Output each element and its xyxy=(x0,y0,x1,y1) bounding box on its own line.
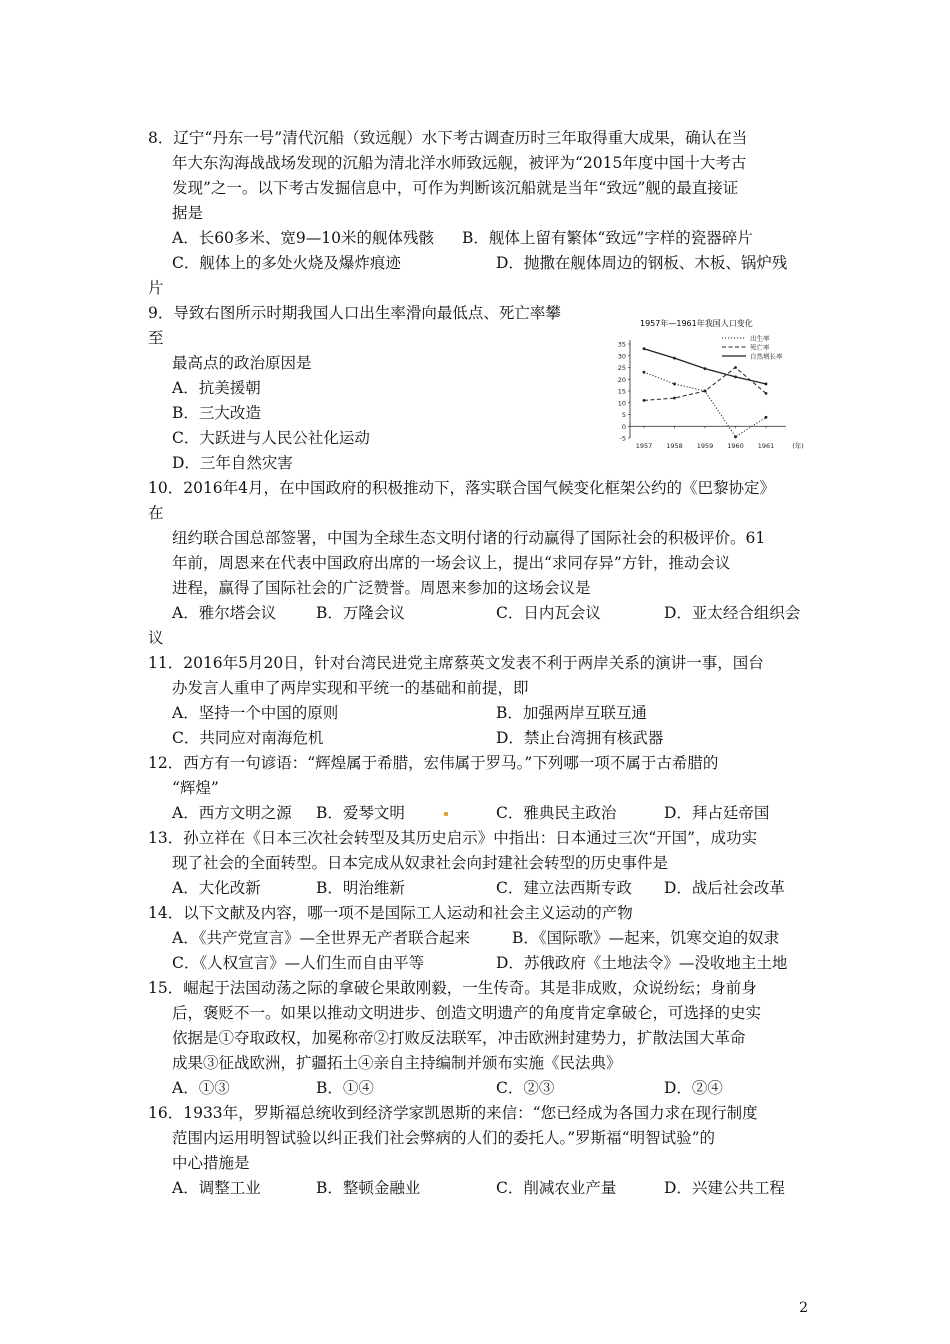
q9-line2: 最高点的政治原因是 xyxy=(172,354,312,372)
q8-option-a: A．长60多米、宽9—10米的舰体残骸 xyxy=(172,229,435,247)
q15-option-d: D．②④ xyxy=(664,1079,723,1097)
x-tick-label: 1958 xyxy=(666,442,683,450)
y-tick-label: 20 xyxy=(617,375,626,384)
q15-option-a: A．①③ xyxy=(172,1079,230,1097)
q13-option-b: B．明治维新 xyxy=(316,879,405,897)
x-tick-label: 1960 xyxy=(727,442,744,450)
q8-line4: 据是 xyxy=(172,204,204,222)
chart-legend xyxy=(722,334,783,361)
q12-option-a: A．西方文明之源 xyxy=(172,804,292,822)
q10-option-d-cont: 议 xyxy=(148,629,164,647)
q15-option-b: B．①④ xyxy=(316,1079,374,1097)
q16-option-b: B．整顿金融业 xyxy=(316,1179,421,1197)
q15-line4: 成果③征战欧洲，扩疆拓土④亲自主持编制并颁布实施《民法典》 xyxy=(172,1054,622,1072)
x-axis-label: (年) xyxy=(792,442,804,450)
q16-line1: 16．1933年，罗斯福总统收到经济学家凯恩斯的来信：“您已经成为各国力求在现行制度 xyxy=(148,1104,758,1122)
legend-label-0: 出生率 xyxy=(750,334,770,343)
x-tick-label: 1961 xyxy=(757,442,775,450)
q16-line2: 范围内运用明智试验以纠正我们社会弊病的人们的委托人。”罗斯福“明智试验”的 xyxy=(172,1129,716,1147)
q15-line1: 15．崛起于法国动荡之际的拿破仑果敢刚毅，一生传奇。其是非成败，众说纷纭；身前身 xyxy=(148,979,757,997)
q14-option-b: B．《国际歌》—起来，饥寒交迫的奴隶 xyxy=(512,929,780,947)
q10-line3: 年前，周恩来在代表中国政府出席的一场会议上，提出“求同存异”方针，推动会议 xyxy=(172,554,731,572)
data-point xyxy=(734,376,737,379)
q9-line1: 9．导致右图所示时期我国人口出生率滑向最低点、死亡率攀 xyxy=(148,304,561,322)
data-point xyxy=(673,357,676,360)
q8-line1: 8．辽宁“丹东一号”清代沉船（致远舰）水下考古调查历时三年取得重大成果，确认在当 xyxy=(148,129,748,147)
q15-line3: 依据是①夺取政权，加冕称帝②打败反法联军，冲击欧洲封建势力，扩散法国大革命 xyxy=(172,1029,746,1047)
chart-title: 1957年—1961年我国人口变化 xyxy=(640,319,753,328)
y-tick-label: 15 xyxy=(617,387,626,396)
population-change-chart xyxy=(612,314,822,464)
q12-line1: 12．西方有一句谚语：“辉煌属于希腊，宏伟属于罗马。”下列哪一项不属于古希腊的 xyxy=(148,754,719,772)
q9-option-d: D．三年自然灾害 xyxy=(172,454,293,472)
x-tick-label: 1957 xyxy=(635,442,653,450)
q10-line1: 10．2016年4月，在中国政府的积极推动下，落实联合国气候变化框架公约的《巴黎协定》 xyxy=(148,479,776,497)
data-point xyxy=(643,399,646,402)
q8-option-d: D．抛撒在舰体周边的钢板、木板、锅炉残 xyxy=(496,254,788,272)
q10-line4: 进程，赢得了国际社会的广泛赞誉。周恩来参加的这场会议是 xyxy=(172,579,591,597)
data-point xyxy=(704,390,707,393)
q16-option-c: C．削减农业产量 xyxy=(496,1179,617,1197)
q13-line1: 13．孙立祥在《日本三次社会转型及其历史启示》中指出：日本通过三次“开国”，成功实 xyxy=(148,829,758,847)
data-point xyxy=(673,383,676,386)
q9-line1b: 至 xyxy=(148,329,164,347)
q10-option-c: C．日内瓦会议 xyxy=(496,604,601,622)
data-point xyxy=(643,347,646,350)
q10-option-a: A．雅尔塔会议 xyxy=(172,604,277,622)
q13-option-d: D．战后社会改革 xyxy=(664,879,785,897)
q8-option-d-cont: 片 xyxy=(148,279,164,297)
page-number: 2 xyxy=(799,1300,808,1316)
q11-line1: 11．2016年5月20日，针对台湾民进党主席蔡英文发表不利于两岸关系的演讲一事，国台 xyxy=(148,654,764,672)
q8-line3: 发现”之一。以下考古发掘信息中，可作为判断该沉船就是当年“致远”舰的最直接证 xyxy=(172,179,739,197)
legend-label-2: 自然增长率 xyxy=(750,352,783,361)
y-tick-label: 5 xyxy=(621,411,626,419)
q9-option-c: C．大跃进与人民公社化运动 xyxy=(172,429,370,447)
y-tick-label: 25 xyxy=(617,364,626,372)
q12-option-d: D．拜占廷帝国 xyxy=(664,804,770,822)
q11-line2: 办发言人重申了两岸实现和平统一的基础和前提，即 xyxy=(172,679,529,697)
q8-option-b: B．舰体上留有繁体“致远”字样的瓷器碎片 xyxy=(462,229,753,247)
q10-line2: 纽约联合国总部签署，中国为全球生态文明付诸的行动赢得了国际社会的积极评价。61 xyxy=(172,529,766,547)
q16-line3: 中心措施是 xyxy=(172,1154,250,1172)
data-point xyxy=(734,366,737,369)
q11-option-a: A．坚持一个中国的原则 xyxy=(172,704,339,722)
chart-series xyxy=(643,347,768,438)
series-line-2 xyxy=(644,349,766,384)
q14-line1: 14．以下文献及内容，哪一项不是国际工人运动和社会主义运动的产物 xyxy=(148,904,633,922)
data-point xyxy=(765,416,768,419)
q15-line2: 后，褒贬不一。如果以推动文明进步、创造文明遗产的角度肯定拿破仑，可选择的史实 xyxy=(172,1004,762,1022)
q10-option-d: D．亚太经合组织会 xyxy=(664,604,801,622)
data-point xyxy=(765,392,768,395)
y-tick-label: 30 xyxy=(617,352,626,361)
q12-option-c: C．雅典民主政治 xyxy=(496,804,617,822)
data-point xyxy=(765,383,768,386)
q11-option-c: C．共同应对南海危机 xyxy=(172,729,324,747)
q16-option-d: D．兴建公共工程 xyxy=(664,1179,785,1197)
data-point xyxy=(643,371,646,374)
q16-option-a: A．调整工业 xyxy=(172,1179,261,1197)
q14-option-d: D．苏俄政府《土地法令》—没收地主土地 xyxy=(496,954,788,972)
q13-option-c: C．建立法西斯专政 xyxy=(496,879,632,897)
q13-line2: 现了社会的全面转型。日本完成从奴隶社会向封建社会转型的历史事件是 xyxy=(172,854,669,872)
series-line-1 xyxy=(644,368,766,401)
q10-option-b: B．万隆会议 xyxy=(316,604,405,622)
legend-label-1: 死亡率 xyxy=(750,343,770,352)
x-tick-label: 1959 xyxy=(696,442,714,450)
y-tick-label: 0 xyxy=(621,422,626,431)
q12-line2: “辉煌” xyxy=(172,779,219,797)
q12-option-b: B．爱琴文明 xyxy=(316,804,405,822)
stray-dot-mark xyxy=(444,812,448,816)
q13-option-a: A．大化改新 xyxy=(172,879,261,897)
data-point xyxy=(734,435,737,438)
y-tick-label: 35 xyxy=(617,340,626,349)
q8-option-c: C．舰体上的多处火烧及爆炸痕迹 xyxy=(172,254,401,272)
q9-option-b: B．三大改造 xyxy=(172,404,261,422)
q14-option-a: A．《共产党宣言》—全世界无产者联合起来 xyxy=(172,929,470,947)
q10-line1b: 在 xyxy=(148,504,164,522)
q15-option-c: C．②③ xyxy=(496,1079,555,1097)
y-tick-label: 10 xyxy=(617,399,626,408)
q11-option-b: B．加强两岸互联互通 xyxy=(496,704,647,722)
q8-line2: 年大东沟海战战场发现的沉船为清北洋水师致远舰，被评为“2015年度中国十大考古 xyxy=(172,154,747,172)
q9-option-a: A．抗美援朝 xyxy=(172,379,261,397)
data-point xyxy=(673,397,676,400)
y-tick-label: -5 xyxy=(619,434,626,443)
data-point xyxy=(704,367,707,370)
q11-option-d: D．禁止台湾拥有核武器 xyxy=(496,729,664,747)
q14-option-c: C．《人权宣言》—人们生而自由平等 xyxy=(172,954,425,972)
